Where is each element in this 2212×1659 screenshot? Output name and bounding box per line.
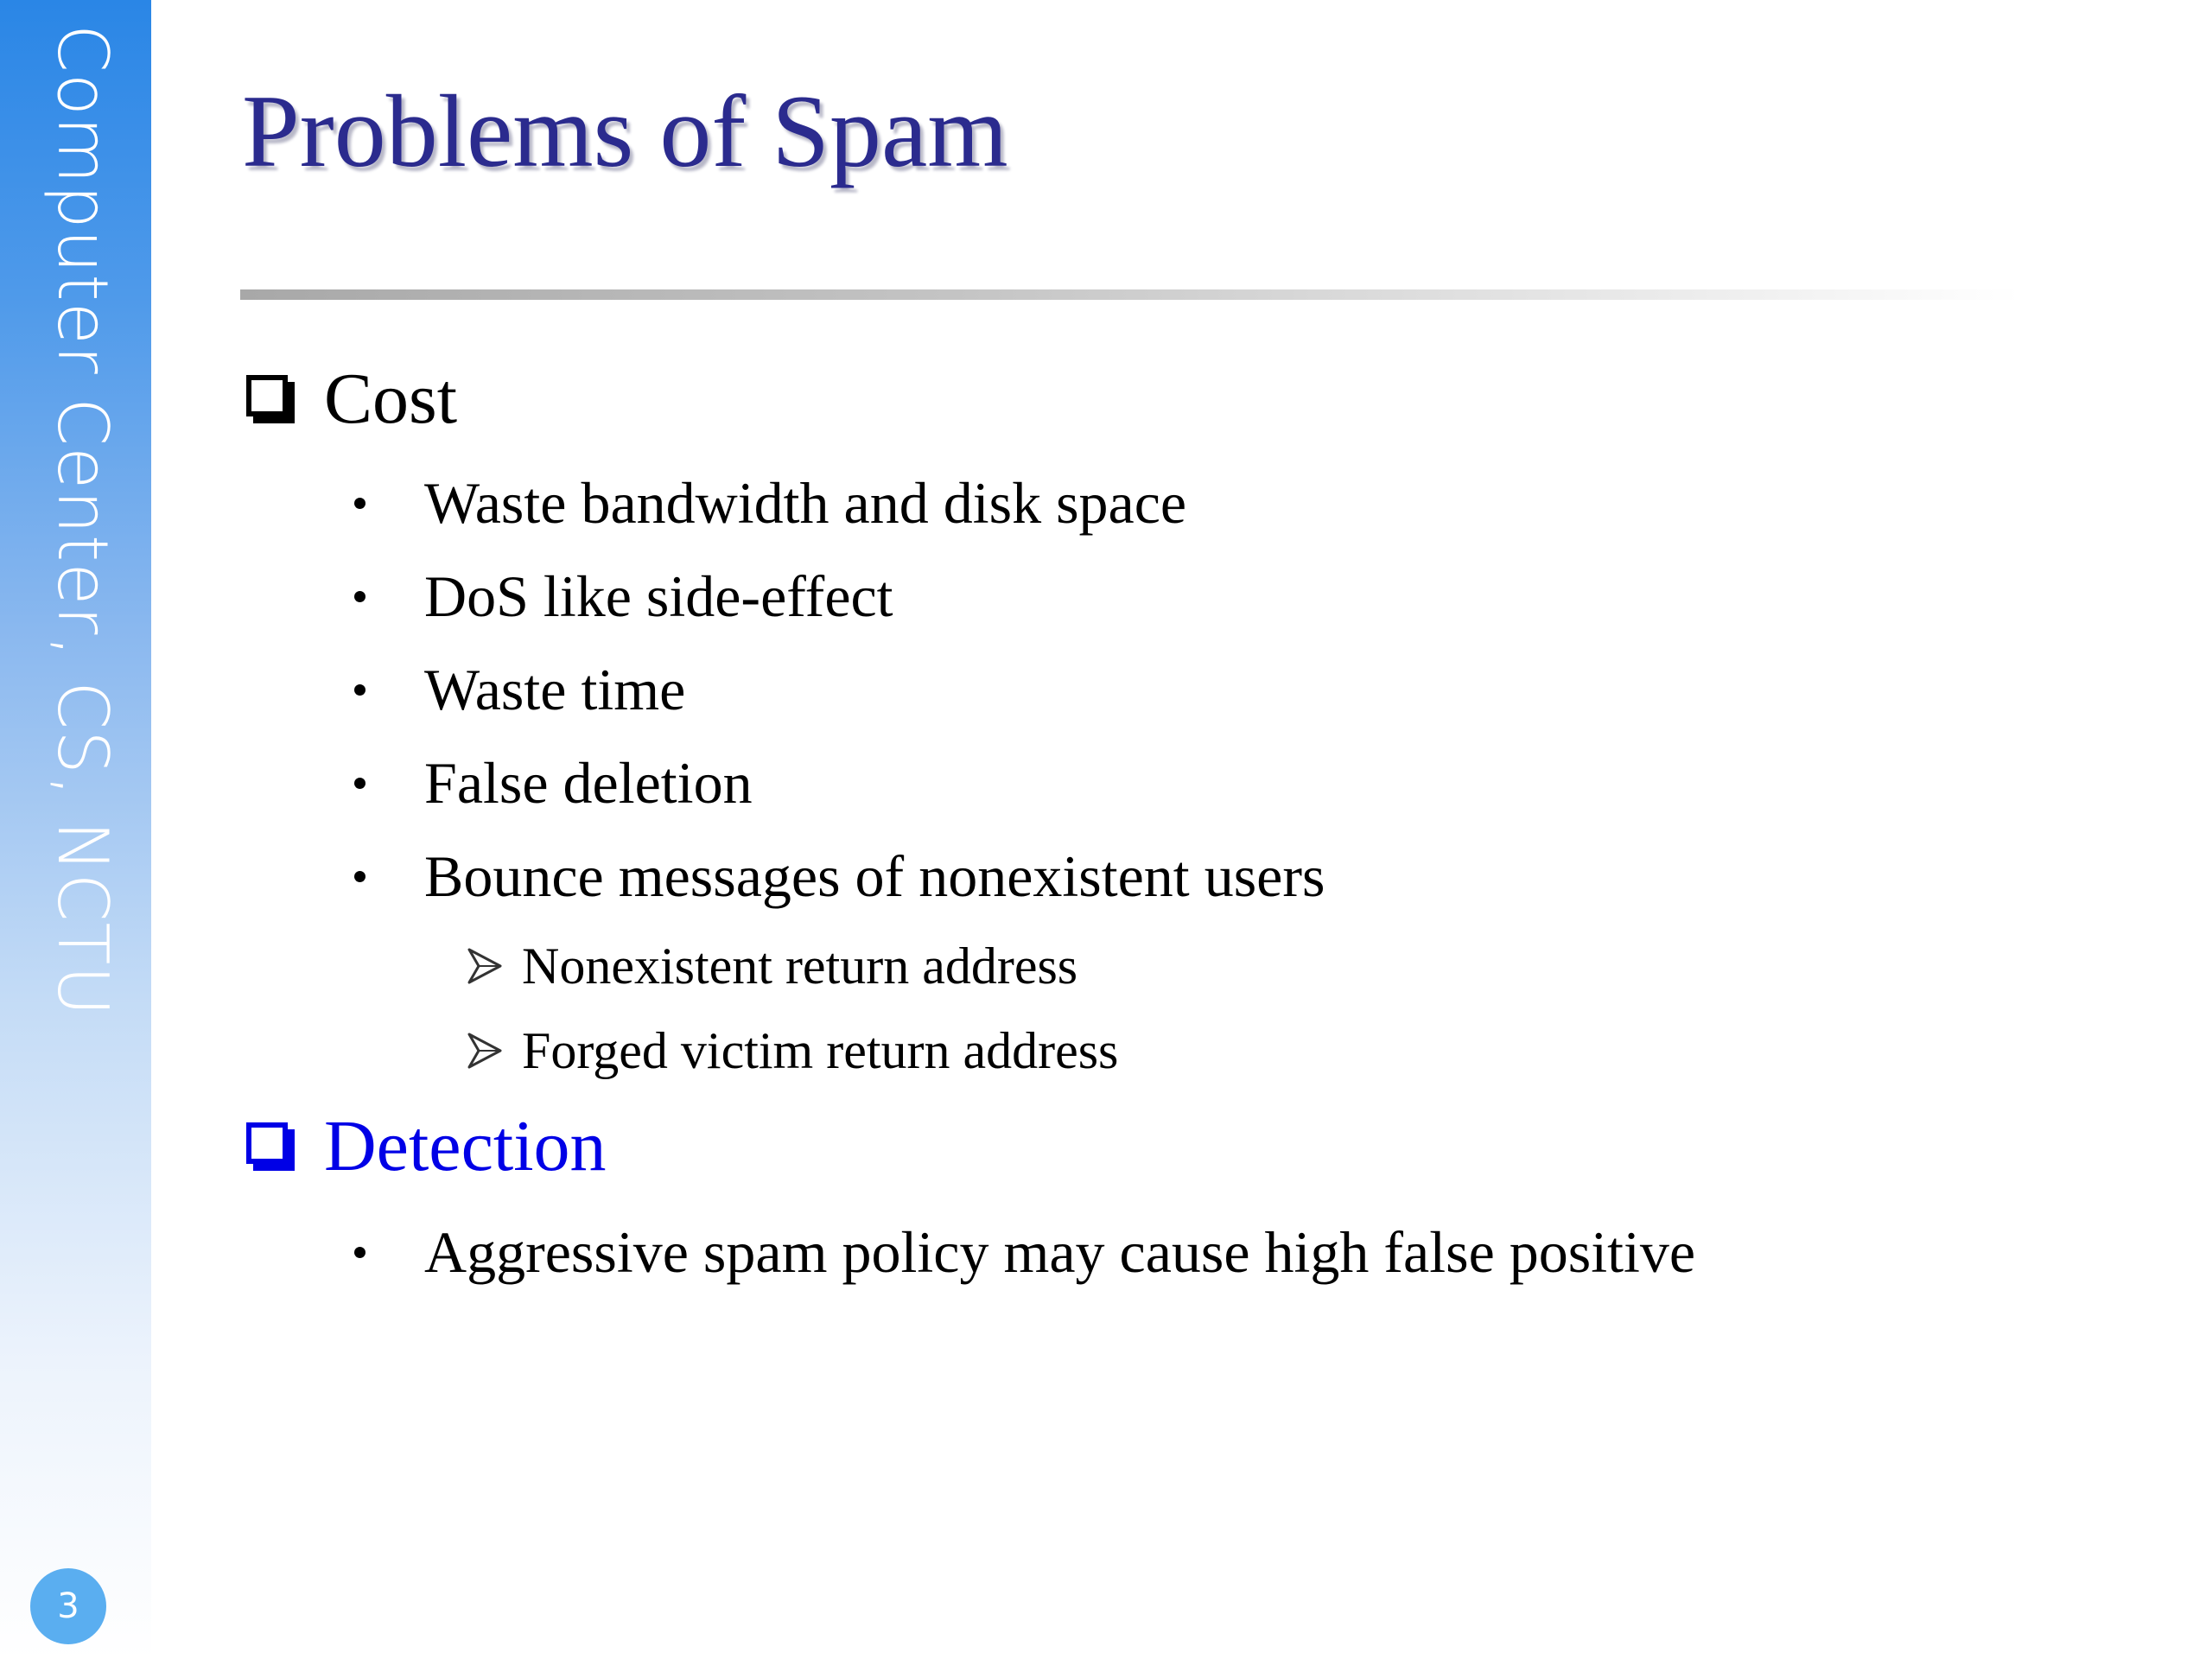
slide-title: Problems of Spam (242, 73, 1008, 188)
bullet-dot-icon (354, 1247, 365, 1258)
list-item-text: DoS like side-effect (424, 563, 893, 629)
checkbox-bullet-icon (246, 375, 288, 416)
bullet-dot-icon (354, 684, 365, 696)
list-item-text: False deletion (424, 750, 753, 816)
bullet-dot-icon (354, 778, 365, 789)
section-heading-label: Cost (324, 359, 458, 439)
arrowhead-bullet-icon (467, 946, 503, 986)
bullet-dot-icon (354, 871, 365, 882)
list-item-text: Waste bandwidth and disk space (424, 470, 1187, 536)
sub-list-item (467, 1022, 1119, 1079)
section-heading-cost (246, 359, 458, 439)
list-item (354, 843, 1325, 909)
checkbox-bullet-icon (246, 1122, 288, 1164)
list-item (354, 1219, 1696, 1285)
list-item (354, 657, 686, 722)
bullet-dot-icon (354, 498, 365, 509)
arrowhead-bullet-icon (467, 1031, 503, 1071)
bullet-dot-icon (354, 591, 365, 602)
page-number-badge: 3 (30, 1568, 106, 1644)
list-item-text: Waste time (424, 657, 686, 722)
sub-list-item-text: Nonexistent return address (522, 938, 1078, 995)
list-item (354, 563, 893, 629)
section-heading-detection (246, 1106, 607, 1186)
list-item (354, 470, 1187, 536)
section-heading-label: Detection (324, 1106, 607, 1186)
list-item-text: Aggressive spam policy may cause high false positive (424, 1219, 1696, 1285)
list-item (354, 750, 753, 816)
sub-list-item (467, 938, 1078, 995)
list-item-text: Bounce messages of nonexistent users (424, 843, 1325, 909)
sidebar-label: Computer Center, CS, NCTU (42, 24, 123, 1017)
sub-list-item-text: Forged victim return address (522, 1022, 1119, 1079)
